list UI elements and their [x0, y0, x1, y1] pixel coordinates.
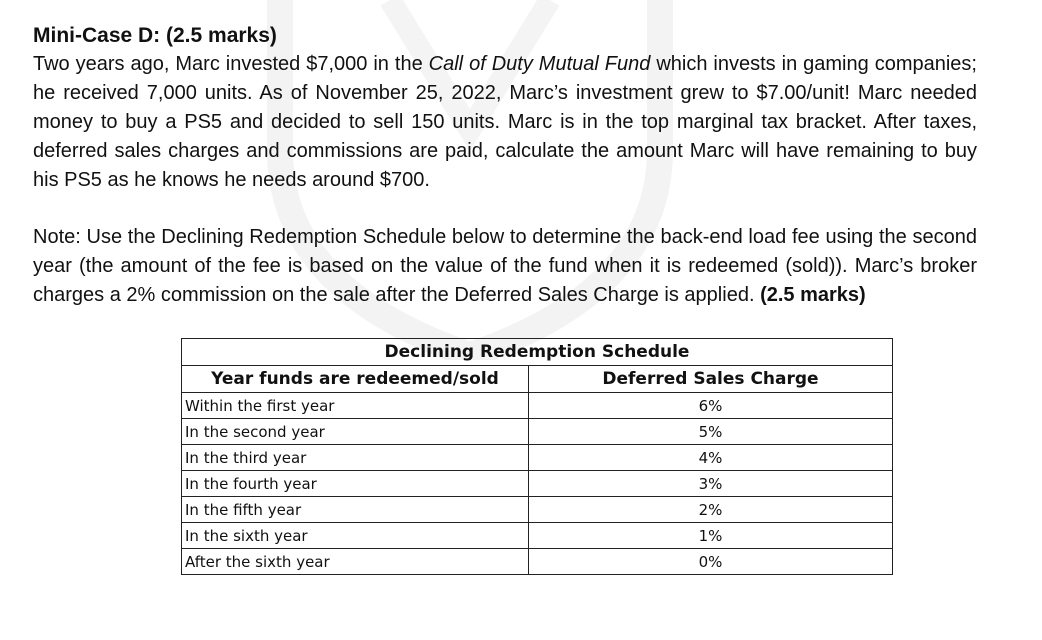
- mini-case-heading: Mini-Case D: (2.5 marks): [33, 24, 277, 47]
- case-paragraph: [33, 50, 977, 195]
- row-year: In the fifth year: [182, 497, 529, 523]
- case-text-body: which invests in gaming companies; he received 7,000 units. As of November 25, 2022, Marc’s investment grew to $7.00/unit! Marc needed money to buy a PS5 and decided to sell 150 units. Marc is in the top marginal tax bracket. After taxes, deferred sales charges and commissions are paid, calculate the amount Marc will have remaining to buy his PS5 as he knows he needs around $700.: [33, 53, 977, 191]
- header-charge: Deferred Sales Charge: [529, 366, 893, 393]
- fund-name: Call of Duty Mutual Fund: [428, 53, 651, 75]
- table-row: [182, 471, 893, 497]
- row-charge: 0%: [529, 549, 893, 575]
- table-row: [182, 523, 893, 549]
- row-charge: 3%: [529, 471, 893, 497]
- mini-case-document: [33, 22, 977, 310]
- table-row: [182, 419, 893, 445]
- row-year: Within the first year: [182, 393, 529, 419]
- table-header-row: [182, 366, 893, 393]
- row-charge: 2%: [529, 497, 893, 523]
- row-charge: 1%: [529, 523, 893, 549]
- table-title: Declining Redemption Schedule: [182, 339, 893, 366]
- table-row: [182, 393, 893, 419]
- row-year: After the sixth year: [182, 549, 529, 575]
- case-text-intro: Two years ago, Marc invested $7,000 in the: [33, 53, 429, 75]
- redemption-schedule-table: [181, 338, 893, 575]
- table-row: [182, 445, 893, 471]
- table-title-row: [182, 339, 893, 366]
- note-paragraph: [33, 223, 977, 310]
- table-row: [182, 497, 893, 523]
- row-year: In the second year: [182, 419, 529, 445]
- row-charge: 6%: [529, 393, 893, 419]
- note-text: Note: Use the Declining Redemption Schedule below to determine the back-end load fee using the second year (the amount of the fee is based on the value of the fund when it is redeemed (sold)). Marc’s broker charges a 2% commission on the sale after the Deferred Sales Charge is applied.: [33, 226, 977, 306]
- row-year: In the fourth year: [182, 471, 529, 497]
- note-marks: (2.5 marks): [760, 284, 866, 306]
- header-year: Year funds are redeemed/sold: [182, 366, 529, 393]
- row-year: In the third year: [182, 445, 529, 471]
- table-row: [182, 549, 893, 575]
- row-charge: 4%: [529, 445, 893, 471]
- row-charge: 5%: [529, 419, 893, 445]
- row-year: In the sixth year: [182, 523, 529, 549]
